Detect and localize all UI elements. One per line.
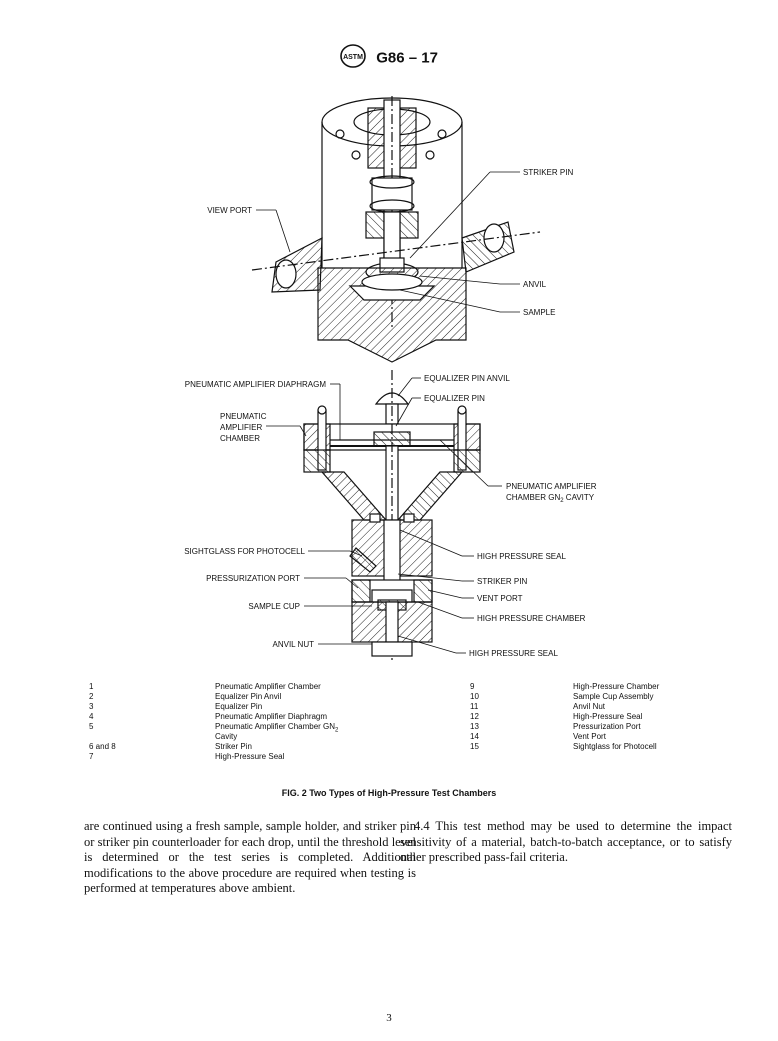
legend-num: 15 — [470, 742, 479, 751]
legend-desc: Vent Port — [573, 732, 606, 741]
label-gn2-l2: CHAMBER $GN_2$ CAVITY — [506, 493, 595, 504]
legend-desc: Cavity — [215, 732, 238, 741]
label-hp-seal-1: HIGH PRESSURE SEAL — [477, 552, 566, 561]
legend-num: 1 — [89, 682, 94, 691]
bottom-chamber-drawing — [304, 370, 480, 660]
label-chamber-l2: AMPLIFIER — [220, 423, 263, 432]
label-gn2-l1: PNEUMATIC AMPLIFIER — [506, 482, 597, 491]
body-text-right: 4.4 This test method may be used to determine the impact sensitivity of a material, batch-to-batch acceptance, or to satisfy other prescribed pass-fail criteria. — [400, 819, 732, 864]
label-view-port: VIEW PORT — [207, 206, 252, 215]
legend-num: 5 — [89, 722, 94, 731]
legend-num: 9 — [470, 682, 475, 691]
label-chamber-l3: CHAMBER — [220, 434, 261, 443]
label-striker-pin-bottom: STRIKER PIN — [477, 577, 528, 586]
standard-designation: G86 – 17 — [376, 49, 438, 67]
legend-desc: Sightglass for Photocell — [573, 742, 657, 751]
legend-desc: Pneumatic Amplifier Chamber — [215, 682, 321, 691]
label-anvil: ANVIL — [523, 280, 547, 289]
svg-text:ASTM: ASTM — [343, 54, 363, 61]
label-hp-seal-2: HIGH PRESSURE SEAL — [469, 649, 558, 658]
label-eq-anvil: EQUALIZER PIN ANVIL — [424, 374, 510, 383]
label-sample-cup: SAMPLE CUP — [248, 602, 300, 611]
legend-desc: High-Pressure Seal — [215, 752, 285, 761]
label-sightglass: SIGHTGLASS FOR PHOTOCELL — [184, 547, 305, 556]
top-chamber-drawing — [252, 96, 540, 362]
legend-num: 13 — [470, 722, 479, 731]
legend-num: 3 — [89, 702, 94, 711]
page-number: 3 — [386, 1012, 392, 1024]
legend-desc: Sample Cup Assembly — [573, 692, 654, 701]
label-sample: SAMPLE — [523, 308, 556, 317]
legend-desc: Equalizer Pin Anvil — [215, 692, 282, 701]
label-striker-pin-top: STRIKER PIN — [523, 168, 574, 177]
legend-desc: Striker Pin — [215, 742, 252, 751]
legend-num: 6 and 8 — [89, 742, 116, 751]
label-press-port: PRESSURIZATION PORT — [206, 574, 300, 583]
label-eq-pin: EQUALIZER PIN — [424, 394, 485, 403]
legend-desc: Pressurization Port — [573, 722, 641, 731]
legend-num: 7 — [89, 752, 94, 761]
legend-desc: Equalizer Pin — [215, 702, 263, 711]
legend-desc: Pneumatic Amplifier Chamber $GN_2$ — [215, 722, 339, 734]
body-text-left: are continued using a fresh sample, sample holder, and striker pin or striker pin counterloader for each drop, until the threshold level is determined or the test series is completed. Additional modifications to the above procedure are required when testing is performed at temperatures above ambient. — [84, 819, 416, 895]
legend-desc: High-Pressure Chamber — [573, 682, 660, 691]
legend-desc: Anvil Nut — [573, 702, 606, 711]
legend-num: 4 — [89, 712, 94, 721]
label-hp-chamber: HIGH PRESSURE CHAMBER — [477, 614, 586, 623]
legend-desc: High-Pressure Seal — [573, 712, 643, 721]
label-diaphragm: PNEUMATIC AMPLIFIER DIAPHRAGM — [184, 380, 326, 389]
label-vent-port: VENT PORT — [477, 594, 523, 603]
legend-num: 12 — [470, 712, 479, 721]
figure-caption: FIG. 2 Two Types of High-Pressure Test Chambers — [281, 788, 497, 798]
legend-num: 14 — [470, 732, 479, 741]
legend-num: 2 — [89, 692, 94, 701]
legend-num: 11 — [470, 702, 479, 711]
label-chamber-l1: PNEUMATIC — [220, 412, 267, 421]
legend-desc: Pneumatic Amplifier Diaphragm — [215, 712, 328, 721]
label-anvil-nut: ANVIL NUT — [272, 640, 314, 649]
legend-num: 10 — [470, 692, 479, 701]
